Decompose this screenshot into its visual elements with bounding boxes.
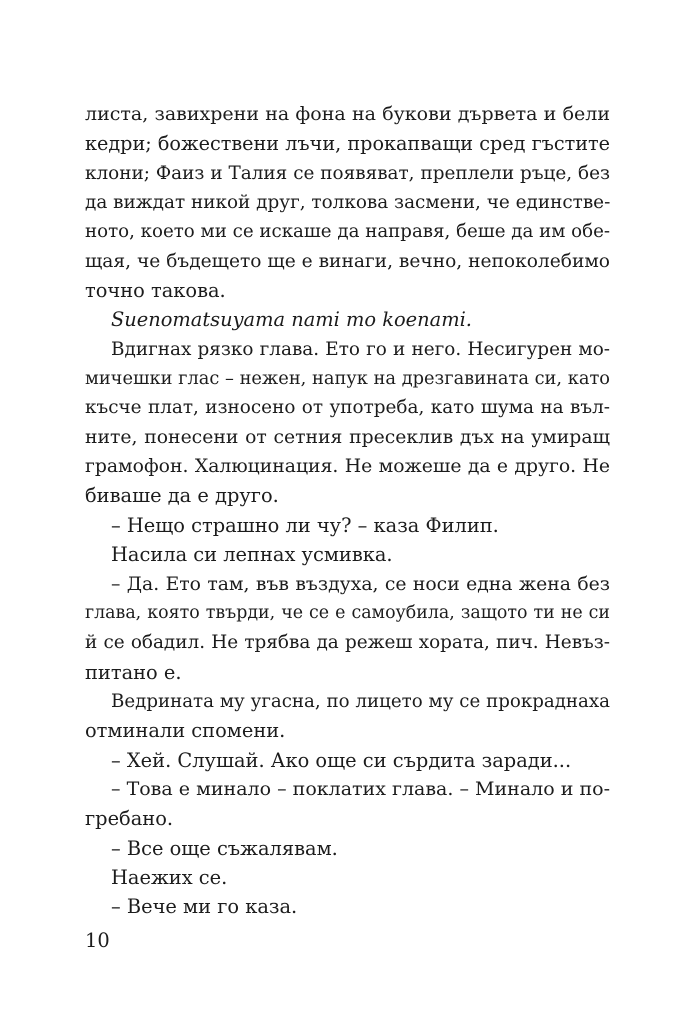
text-line: биваше да е друго. bbox=[85, 484, 279, 508]
page-body-text bbox=[85, 100, 610, 922]
text-line: й се обадил. Не трябва да режеш хората, пич. Невъз- bbox=[85, 632, 610, 654]
text-line: – Хей. Слушай. Ако още си сърдита заради... bbox=[111, 748, 572, 772]
text-line: точно такова. bbox=[85, 279, 226, 303]
text-line: мичешки глас – нежен, напук на дрезгавината си, като bbox=[85, 368, 610, 390]
text-line: Ведрината му угасна, по лицето му се прокраднаха bbox=[111, 690, 610, 712]
text-line: грамофон. Халюцинация. Не можеше да е друго. Не bbox=[85, 456, 610, 478]
text-line: отминали спомени. bbox=[85, 719, 286, 743]
text-line: Наежих се. bbox=[111, 865, 228, 889]
text-line: листа, завихрени на фона на букови дървета и бели bbox=[85, 103, 610, 125]
text-line: късче плат, износено от употреба, като шума на въл- bbox=[85, 397, 610, 419]
text-line: – Вече ми го каза. bbox=[111, 895, 298, 919]
text-line: – Все още съжалявам. bbox=[111, 836, 338, 860]
text-line: ните, понесени от сетния пресеклив дъх на умиращ bbox=[85, 426, 610, 448]
text-line: – Това е минало – поклатих глава. – Минало и по- bbox=[111, 777, 610, 800]
text-line: ното, което ми се искаше да направя, беше да им обе- bbox=[85, 221, 610, 243]
text-line: – Нещо страшно ли чу? – каза Филип. bbox=[111, 513, 499, 537]
text-line: гребано. bbox=[85, 807, 174, 831]
text-line: Насила си лепнах усмивка. bbox=[111, 543, 393, 567]
page-number: 10 bbox=[85, 929, 110, 952]
text-line: клони; Фаиз и Талия се появяват, преплели ръце, без bbox=[85, 162, 610, 184]
text-line: щая, че бъдещето ще е винаги, вечно, непоколебимо bbox=[85, 250, 610, 272]
text-line: – Да. Ето там, във въздуха, се носи една жена без bbox=[111, 573, 610, 595]
text-line: Вдигнах рязко глава. Ето го и него. Несигурен мо- bbox=[111, 338, 610, 360]
text-line: кедри; божествени лъчи, прокапващи сред гъстите bbox=[85, 132, 610, 156]
text-line: да виждат никой друг, толкова засмени, че единстве- bbox=[85, 192, 610, 214]
text-line: Suenomatsuyama nami mo koenami. bbox=[111, 308, 472, 332]
text-line: питано е. bbox=[85, 660, 182, 684]
text-line: глава, която твърди, че се е самоубила, защото ти не си bbox=[85, 602, 610, 623]
